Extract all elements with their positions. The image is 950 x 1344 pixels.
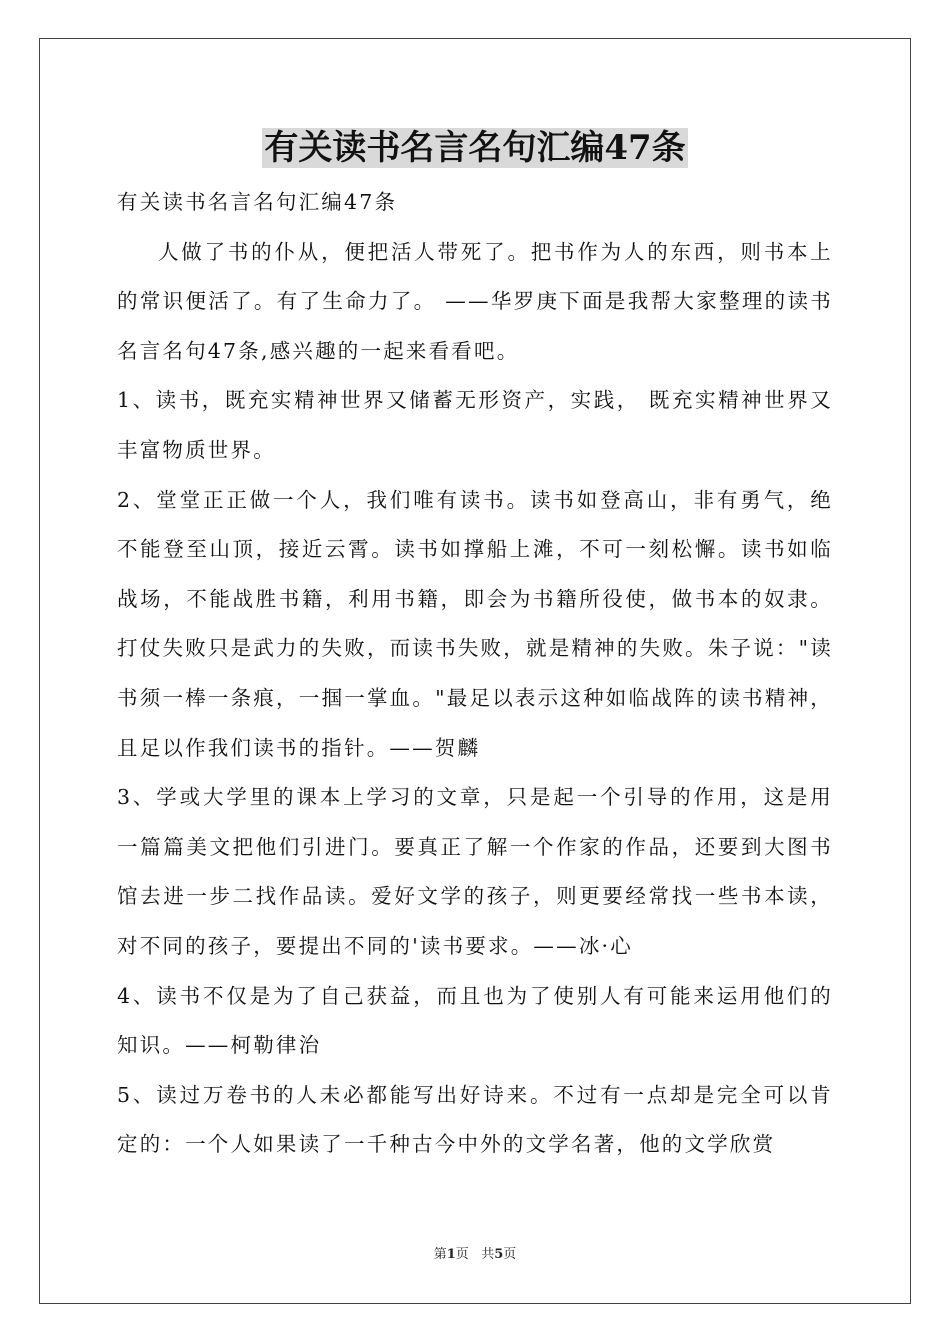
quote-item-3: 3、学或大学里的课本上学习的文章，只是起一个引导的作用，这是用一篇篇美文把他们引进门。要真正了解一个作家的作品，还要到大图书馆去进一步二找作品读。爱好文学的孩子，则更要经常找一些书本读，对不同的孩子，要提出不同的'读书要求。——冰·心	[117, 785, 833, 958]
document-subtitle: 有关读书名言名句汇编47条	[117, 190, 398, 214]
page-number-footer	[0, 1245, 950, 1265]
footer-prefix: 第	[433, 1247, 447, 1262]
document-body	[117, 178, 833, 1170]
quote-item-1: 1、读书，既充实精神世界又储蓄无形资产，实践， 既充实精神世界又丰富物质世界。	[117, 388, 833, 462]
quote-item-2: 2、堂堂正正做一个人，我们唯有读书。读书如登高山，非有勇气，绝不能登至山顶，接近云霄。读书如撑船上滩，不可一刻松懈。读书如临战场，不能战胜书籍，利用书籍，即会为书籍所役使，做书本的奴隶。打仗失败只是武力的失败，而读书失败，就是精神的失败。朱子说："读书须一棒一条痕，一掴一掌血。"最足以表示这种如临战阵的读书精神，且足以作我们读书的指针。——贺麟	[117, 487, 833, 760]
quote-item-5: 5、读过万卷书的人未必都能写出好诗来。不过有一点却是完全可以肯定的：一个人如果读了一千种古今中外的文学名著，他的文学欣赏	[117, 1082, 833, 1157]
footer-page-unit: 页	[455, 1247, 469, 1262]
footer-total-unit: 页	[503, 1247, 517, 1262]
quote-item-4: 4、读书不仅是为了自己获益，而且也为了使别人有可能来运用他们的知识。——柯勒律治	[117, 983, 833, 1058]
document-title	[0, 124, 950, 172]
footer-current-page: 1	[446, 1247, 456, 1262]
footer-total-prefix: 共	[481, 1247, 495, 1262]
document-title-text: 有关读书名言名句汇编47条	[264, 128, 686, 168]
footer-total-pages: 5	[494, 1247, 504, 1262]
paragraph-intro: 人做了书的仆从，便把活人带死了。把书作为人的东西，则书本上的常识便活了。有了生命力了。 ——华罗庚下面是我帮大家整理的读书名言名句47条,感兴趣的一起来看看吧。	[117, 239, 833, 363]
